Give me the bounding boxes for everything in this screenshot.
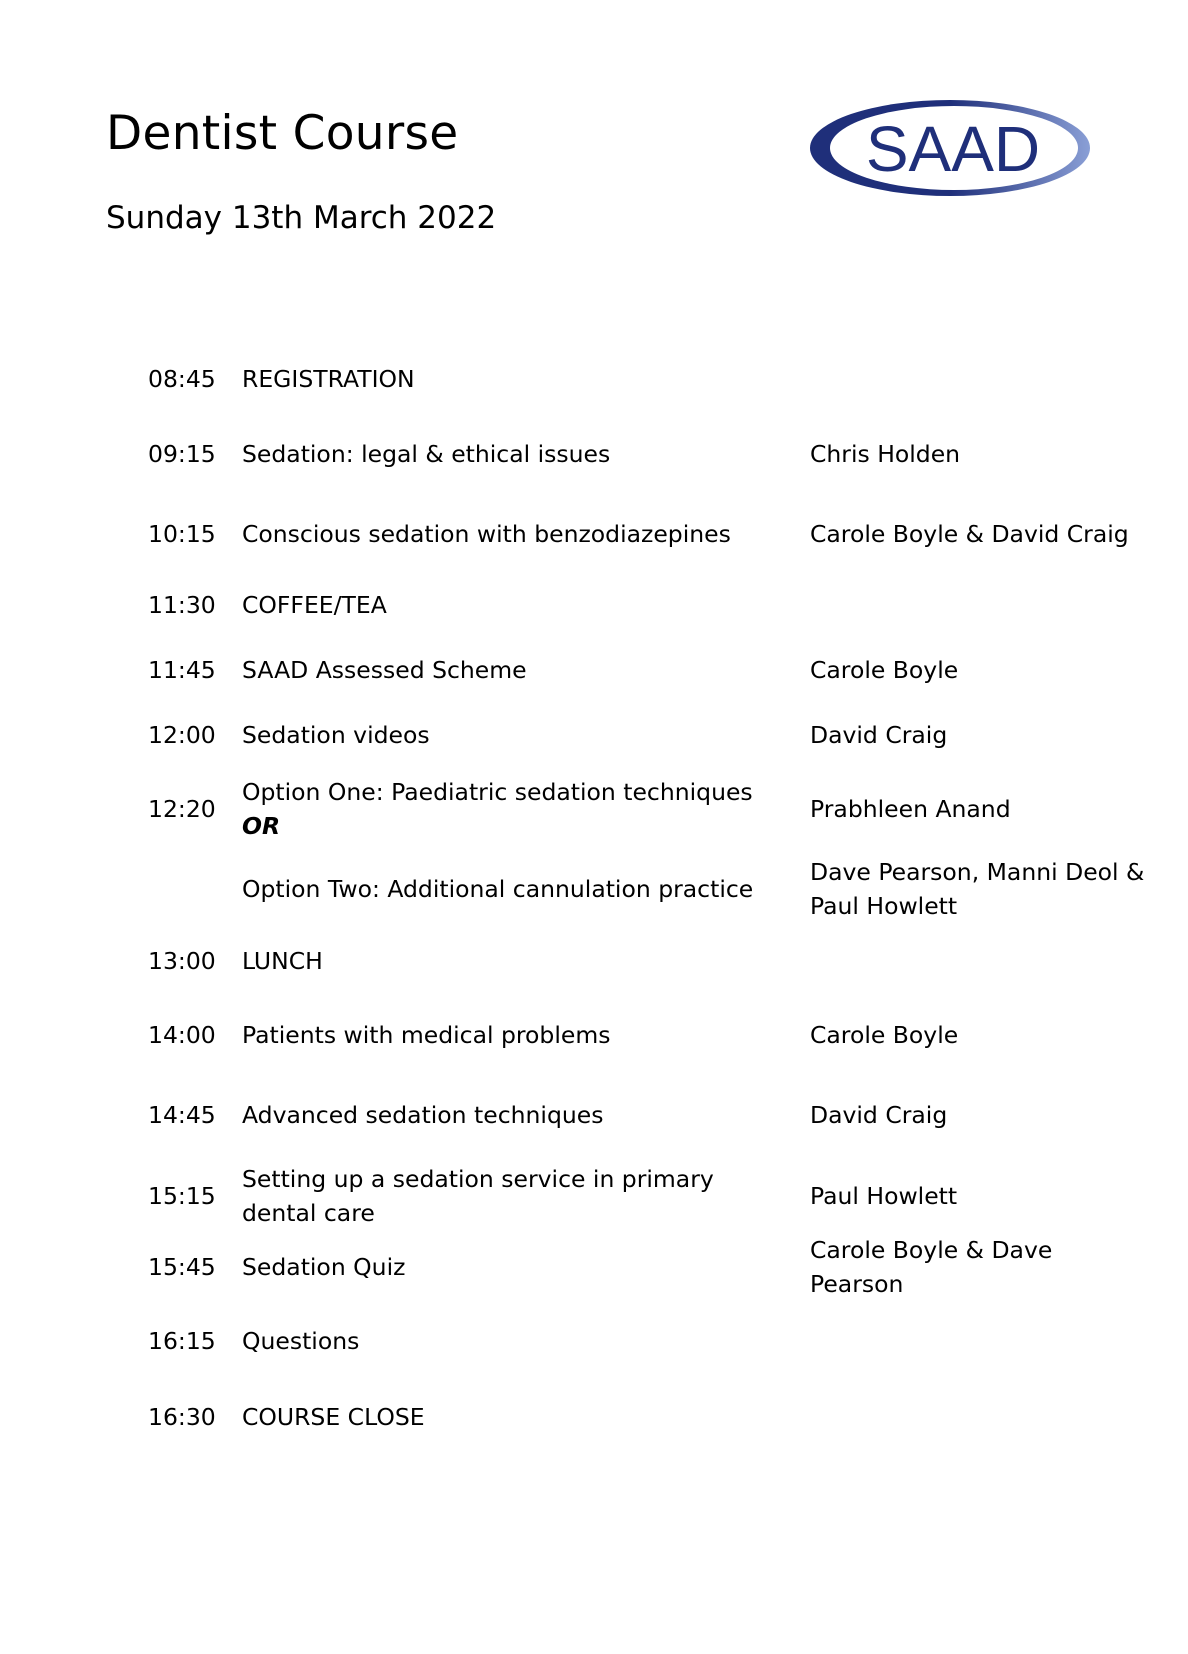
session-title-text: Option One: Paediatric sedation techniques (242, 778, 753, 806)
schedule-row (0, 437, 1188, 471)
schedule-row (0, 1162, 1188, 1230)
session-title (242, 517, 772, 551)
schedule-row (0, 1018, 1188, 1052)
session-speaker: Chris Holden (810, 440, 961, 468)
session-speaker: Carole Boyle & David Craig (810, 520, 1129, 548)
session-time: 10:15 (148, 520, 216, 548)
session-time: 11:45 (148, 656, 216, 684)
schedule-row (0, 1324, 1188, 1358)
session-time: 12:00 (148, 721, 216, 749)
schedule-row (0, 588, 1188, 622)
session-title (242, 1324, 772, 1358)
session-time: 15:15 (148, 1182, 216, 1210)
session-time: 11:30 (148, 591, 216, 619)
saad-logo (808, 98, 1092, 198)
session-speaker: Prabhleen Anand (810, 795, 1011, 823)
session-title (242, 1400, 772, 1434)
session-title (242, 1162, 772, 1230)
session-time: 15:45 (148, 1253, 216, 1281)
session-or-label: OR (242, 812, 281, 840)
session-time: 16:15 (148, 1327, 216, 1355)
session-title-text: COURSE CLOSE (242, 1403, 425, 1431)
schedule-row (0, 653, 1188, 687)
session-title-text: Sedation videos (242, 721, 430, 749)
page-title: Dentist Course (106, 106, 459, 161)
session-title-text: Setting up a sedation service in primary dental care (242, 1165, 714, 1227)
session-title-text: Sedation: legal & ethical issues (242, 440, 611, 468)
schedule-row (0, 778, 1188, 840)
session-title (242, 1098, 772, 1132)
session-title-text: Option Two: Additional cannulation practice (242, 875, 754, 903)
saad-logo-graphic (808, 98, 1092, 198)
course-date: Sunday 13th March 2022 (106, 200, 497, 236)
session-title (242, 872, 772, 906)
schedule-row (0, 1236, 1188, 1298)
session-time: 14:00 (148, 1021, 216, 1049)
session-title-text: Sedation Quiz (242, 1253, 406, 1281)
session-title-text: Patients with medical problems (242, 1021, 611, 1049)
schedule-row (0, 855, 1188, 923)
session-speaker: Dave Pearson, Manni Deol & Paul Howlett (810, 858, 1145, 920)
session-title-text: LUNCH (242, 947, 323, 975)
session-title (242, 1018, 772, 1052)
session-time: 13:00 (148, 947, 216, 975)
logo-text: SAAD (865, 113, 1041, 185)
session-speaker: Carole Boyle (810, 1021, 959, 1049)
session-title (242, 775, 772, 843)
session-time: 08:45 (148, 365, 216, 393)
schedule-row (0, 1098, 1188, 1132)
session-title-text: COFFEE/TEA (242, 591, 387, 619)
session-title-text: Advanced sedation techniques (242, 1101, 604, 1129)
session-title (242, 588, 772, 622)
session-time: 12:20 (148, 795, 216, 823)
session-time: 16:30 (148, 1403, 216, 1431)
schedule-row (0, 718, 1188, 752)
session-speaker: Paul Howlett (810, 1182, 958, 1210)
session-title (242, 362, 772, 396)
schedule-row (0, 517, 1188, 551)
session-title-text: Conscious sedation with benzodiazepines (242, 520, 731, 548)
session-title (242, 944, 772, 978)
session-title-text: REGISTRATION (242, 365, 415, 393)
session-title-text: Questions (242, 1327, 360, 1355)
session-time: 14:45 (148, 1101, 216, 1129)
session-title (242, 437, 772, 471)
session-title-text: SAAD Assessed Scheme (242, 656, 527, 684)
session-speaker: David Craig (810, 721, 948, 749)
session-title (242, 653, 772, 687)
session-speaker: Carole Boyle (810, 656, 959, 684)
schedule-row (0, 944, 1188, 978)
session-title (242, 1250, 772, 1284)
schedule-row (0, 1400, 1188, 1434)
session-speaker: David Craig (810, 1101, 948, 1129)
schedule-row (0, 362, 1188, 396)
session-speaker: Carole Boyle & Dave Pearson (810, 1236, 1053, 1298)
session-title (242, 718, 772, 752)
session-time: 09:15 (148, 440, 216, 468)
